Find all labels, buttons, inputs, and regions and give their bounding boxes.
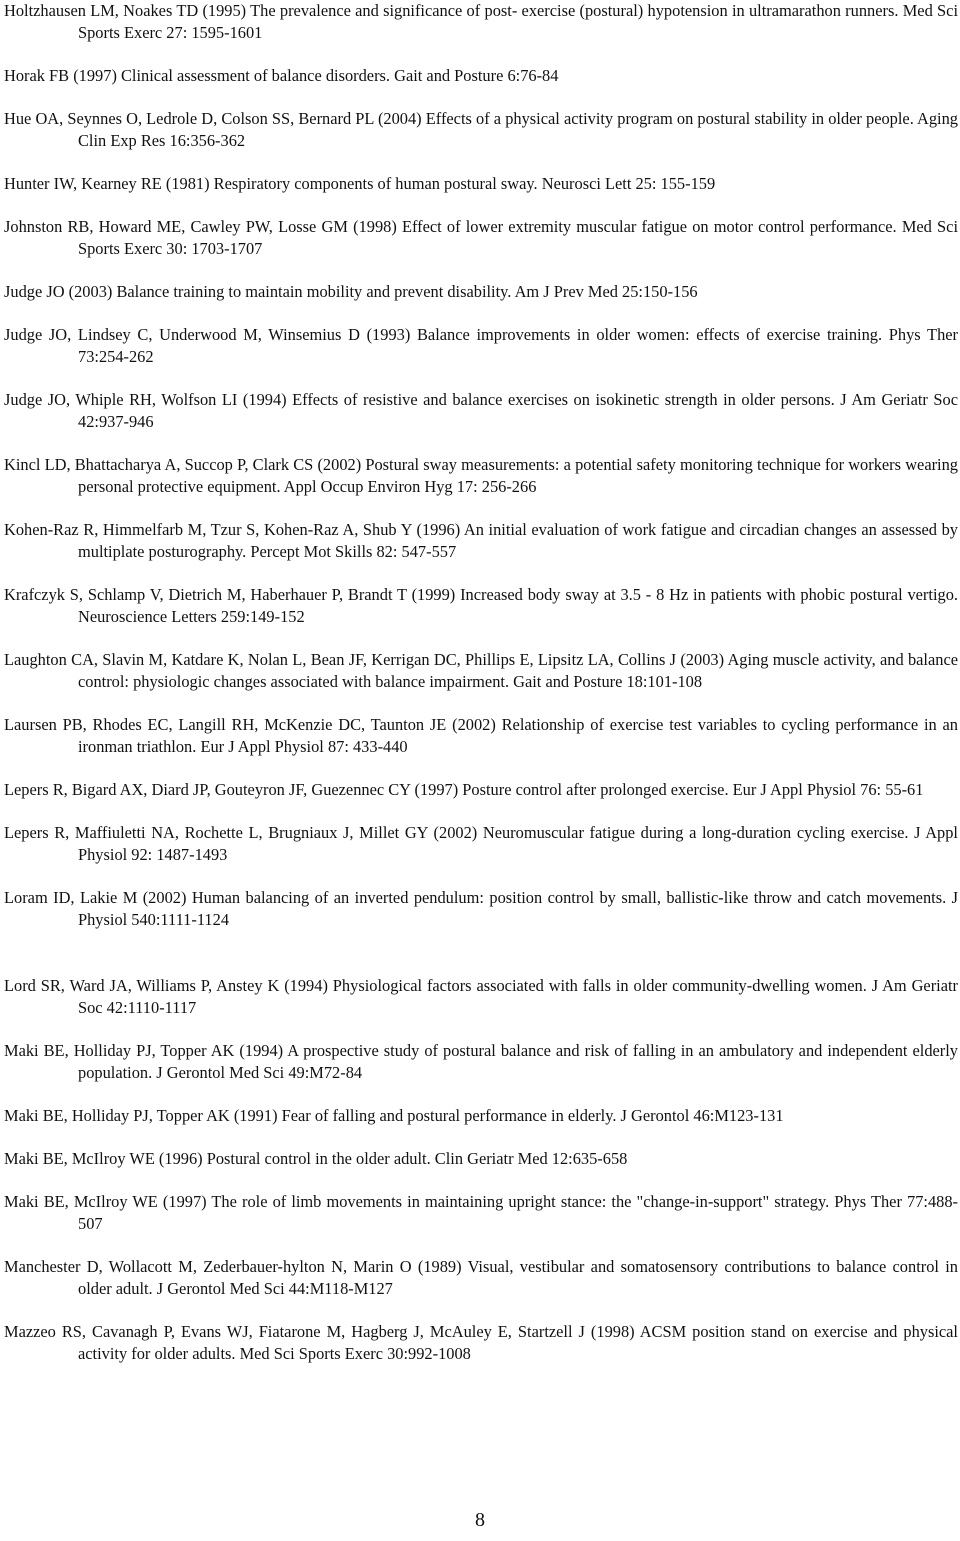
reference-entry: Krafczyk S, Schlamp V, Dietrich M, Haberhauer P, Brandt T (1999) Increased body sway at 3.5 - 8 Hz in patients with phobic postural vertigo. Neuroscience Letters 259:149-152 [4, 585, 958, 626]
reference-entry: Mazzeo RS, Cavanagh P, Evans WJ, Fiatarone M, Hagberg J, McAuley E, Startzell J (1998) ACSM position stand on exercise and physical activity for older adults. Med Sci Sports Exerc 30:992-1008 [4, 1322, 958, 1363]
reference-entry: Johnston RB, Howard ME, Cawley PW, Losse GM (1998) Effect of lower extremity muscular fatigue on motor control performance. Med Sci Sports Exerc 30: 1703-1707 [4, 217, 958, 258]
reference-entry: Manchester D, Wollacott M, Zederbauer-hylton N, Marin O (1989) Visual, vestibular and somatosensory contributions to balance control in older adult. J Gerontol Med Sci 44:M118-M127 [4, 1257, 958, 1298]
reference-entry: Kincl LD, Bhattacharya A, Succop P, Clark CS (2002) Postural sway measurements: a potential safety monitoring technique for workers wearing personal protective equipment. Appl Occup Environ Hyg 17: 256-266 [4, 455, 958, 496]
reference-entry: Horak FB (1997) Clinical assessment of balance disorders. Gait and Posture 6:76-84 [4, 66, 559, 85]
reference-entry: Lord SR, Ward JA, Williams P, Anstey K (1994) Physiological factors associated with falls in older community-dwelling women. J Am Geriatr Soc 42:1110-1117 [4, 976, 958, 1017]
reference-entry: Maki BE, McIlroy WE (1997) The role of limb movements in maintaining upright stance: the "change-in-support" strategy. Phys Ther 77:488-507 [4, 1192, 958, 1233]
reference-entry: Laughton CA, Slavin M, Katdare K, Nolan L, Bean JF, Kerrigan DC, Phillips E, Lipsitz LA, Collins J (2003) Aging muscle activity, and balance control: physiologic changes associated with balance impairment. Gait and Posture 18:101-108 [4, 650, 958, 691]
page-number: 8 [475, 1509, 485, 1531]
reference-entry: Hunter IW, Kearney RE (1981) Respiratory components of human postural sway. Neurosci Lett 25: 155-159 [4, 174, 716, 193]
reference-entry: Judge JO (2003) Balance training to maintain mobility and prevent disability. Am J Prev Med 25:150-156 [4, 282, 698, 301]
reference-entry: Hue OA, Seynnes O, Ledrole D, Colson SS, Bernard PL (2004) Effects of a physical activity program on postural stability in older people. Aging Clin Exp Res 16:356-362 [4, 109, 958, 150]
reference-entry: Judge JO, Lindsey C, Underwood M, Winsemius D (1993) Balance improvements in older women: effects of exercise training. Phys Ther 73:254-262 [4, 325, 958, 366]
reference-entry: Holtzhausen LM, Noakes TD (1995) The prevalence and significance of post- exercise (postural) hypotension in ultramarathon runners. Med Sci Sports Exerc 27: 1595-1601 [4, 1, 958, 42]
reference-entry: Maki BE, McIlroy WE (1996) Postural control in the older adult. Clin Geriatr Med 12:635-658 [4, 1149, 628, 1168]
reference-entry: Loram ID, Lakie M (2002) Human balancing of an inverted pendulum: position control by small, ballistic-like throw and catch movements. J Physiol 540:1111-1124 [4, 888, 958, 929]
reference-entry: Maki BE, Holliday PJ, Topper AK (1991) Fear of falling and postural performance in elderly. J Gerontol 46:M123-131 [4, 1106, 784, 1125]
reference-entry: Laursen PB, Rhodes EC, Langill RH, McKenzie DC, Taunton JE (2002) Relationship of exercise test variables to cycling performance in an ironman triathlon. Eur J Appl Physiol 87: 433-440 [4, 715, 958, 756]
reference-entry: Maki BE, Holliday PJ, Topper AK (1994) A prospective study of postural balance and risk of falling in an ambulatory and independent elderly population. J Gerontol Med Sci 49:M72-84 [4, 1041, 958, 1082]
reference-list [4, 0, 958, 1386]
reference-entry: Kohen-Raz R, Himmelfarb M, Tzur S, Kohen-Raz A, Shub Y (1996) An initial evaluation of work fatigue and circadian changes an assessed by multiplate posturography. Percept Mot Skills 82: 547-557 [4, 520, 958, 561]
reference-entry: Lepers R, Maffiuletti NA, Rochette L, Brugniaux J, Millet GY (2002) Neuromuscular fatigue during a long-duration cycling exercise. J Appl Physiol 92: 1487-1493 [4, 823, 958, 864]
reference-entry: Lepers R, Bigard AX, Diard JP, Gouteyron JF, Guezennec CY (1997) Posture control after prolonged exercise. Eur J Appl Physiol 76: 55-61 [4, 780, 924, 799]
reference-entry: Judge JO, Whiple RH, Wolfson LI (1994) Effects of resistive and balance exercises on isokinetic strength in older persons. J Am Geriatr Soc 42:937-946 [4, 390, 958, 431]
